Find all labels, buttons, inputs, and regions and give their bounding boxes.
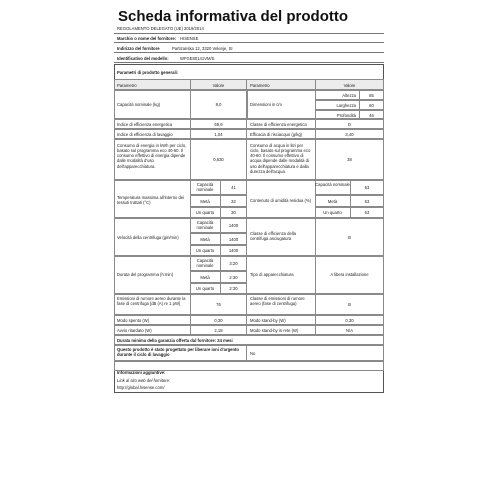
water-consumption-value: 38 xyxy=(347,157,352,162)
additional-info-heading: Informazioni aggiuntive: xyxy=(117,370,166,375)
supplier-mark-value: HISENSE xyxy=(180,35,199,41)
column-header-value: Valore xyxy=(212,82,225,88)
supplier-address-label: Indirizzo del fornitore xyxy=(117,45,160,51)
supplier-link[interactable]: http://global.hisense.com/ xyxy=(117,385,165,390)
supplier-link-label: Link al sito web del fornitore: xyxy=(117,378,171,383)
moisture-quarter-value: 53 xyxy=(364,210,370,215)
silver-ion-value: No xyxy=(250,351,256,356)
model-label: Identificativo del modello: xyxy=(117,55,169,61)
wash-index-label: Indice di efficienza di lavaggio xyxy=(117,132,173,137)
supplier-mark-label: Marchio o nome del fornitore: xyxy=(117,35,177,41)
moisture-half-value: 53 xyxy=(364,198,370,204)
divider xyxy=(114,33,384,34)
dimensions-label: Dimensioni in cm xyxy=(250,102,282,107)
moisture-label: Contenuto di umidità residua (%) xyxy=(250,198,311,203)
spin-sub-half: Metà xyxy=(200,236,210,242)
networked-standby-label: Modo stand-by in rete (W) xyxy=(250,328,299,333)
rinse-value: 3,40 xyxy=(345,132,354,137)
off-mode-label: Modo spento (W) xyxy=(117,318,150,323)
spin-quarter-value: 1400 xyxy=(228,248,239,253)
spin-speed-label: Velocità della centrifuga (giri/min) xyxy=(117,235,179,240)
moisture-nominal-value: 53 xyxy=(364,185,370,190)
temp-sub-nominal: Capacità nominale xyxy=(196,182,214,193)
rinse-label: Efficacia di risciacquo (g/kg) xyxy=(250,132,303,137)
energy-class-value: D xyxy=(347,122,352,127)
height-label: Altezza xyxy=(342,93,356,98)
temp-sub-half: Metà xyxy=(200,198,210,204)
temp-nominal-value: 41 xyxy=(231,185,236,190)
depth-value: 46 xyxy=(369,112,374,118)
guarantee-text: Durata minima della garanzia offerta dal fornitore: 24 mesi xyxy=(117,338,233,343)
duration-sub-quarter: Un quarto xyxy=(195,286,215,291)
delay-start-label: Avvio ritardato (W) xyxy=(117,328,152,333)
divider xyxy=(114,52,384,53)
width-value: 60 xyxy=(369,103,374,108)
capacity-label: Capacità nominale (kg) xyxy=(117,102,161,107)
noise-value: 76 xyxy=(216,302,221,307)
delay-start-value: 2,18 xyxy=(214,328,223,333)
page-title: Scheda informativa del prodotto xyxy=(118,8,349,25)
networked-standby-value: N/A xyxy=(346,328,353,333)
regulation-text: REGOLAMENTO DELEGATO (UE) 2019/2014 xyxy=(117,26,204,31)
duration-quarter-value: 2:30 xyxy=(229,286,238,291)
column-header-value: Valore xyxy=(343,82,356,88)
duration-sub-half: Metà xyxy=(200,274,210,280)
water-consumption-label: Consumo di acqua in litri per ciclo, basato sul programma eco 40-60. Il consumo effettivo di acqua dipende dalle modalità di uso dell'apparecchiatura e dalla durezza dell'acqua. xyxy=(250,143,311,174)
column-header-param: Parametro xyxy=(117,82,137,88)
duration-sub-nominal: Capacità nominale xyxy=(196,258,214,269)
wash-index-value: 1,04 xyxy=(214,132,223,137)
energy-consumption-value: 0,630 xyxy=(213,157,224,162)
duration-half-value: 2:30 xyxy=(229,274,238,280)
temperature-label: Temperatura massima all'interno dei tessuti trattati (°C) xyxy=(117,195,185,206)
spin-nominal-value: 1400 xyxy=(228,223,239,228)
eei-value: 69,9 xyxy=(214,122,223,127)
off-mode-value: 0,30 xyxy=(214,318,223,323)
appliance-type-label: Tipo di apparecchiatura xyxy=(250,272,294,277)
duration-label: Durata del programma (h:min) xyxy=(117,272,174,277)
silver-ion-label: Questo prodotto è stato progettato per liberare ioni d'argento durante il ciclo di lavaggio xyxy=(117,347,239,358)
noise-class-label: Classe di emissioni di rumore aereo (fase di centrifuga) xyxy=(250,296,305,307)
spin-class-label: Classe di efficienza della centrifuga asciugatura xyxy=(250,231,297,242)
depth-label: Profondità xyxy=(336,112,356,118)
standby-value: 0,30 xyxy=(345,318,354,323)
temp-sub-quarter: Un quarto xyxy=(195,210,215,215)
column-header-param: Parametro xyxy=(250,82,270,88)
spin-class-value: B xyxy=(348,235,351,240)
general-params-heading: Parametri di prodotto generali: xyxy=(117,69,179,75)
width-label: Larghezza xyxy=(336,103,356,108)
spin-half-value: 1400 xyxy=(228,236,239,242)
moisture-sub-quarter: Un quarto xyxy=(323,210,342,215)
temp-quarter-value: 30 xyxy=(231,210,236,215)
supplier-address-value: Partizanska 12, 3320 Velenje, SI xyxy=(172,45,233,51)
spin-sub-quarter: Un quarto xyxy=(195,248,215,253)
moisture-sub-nominal: Capacità nominale xyxy=(315,182,350,187)
height-value: 85 xyxy=(369,93,374,98)
divider xyxy=(114,42,384,43)
moisture-sub-half: Metà xyxy=(327,198,338,204)
appliance-type-value: A libera installazione xyxy=(330,272,369,277)
standby-label: Modo stand-by (W) xyxy=(250,318,286,323)
temp-half-value: 32 xyxy=(231,198,236,204)
noise-class-value: B xyxy=(348,302,351,307)
energy-class-label: Classe di efficienza energetica xyxy=(250,122,307,127)
spin-sub-nominal: Capacità nominale xyxy=(196,220,214,231)
divider xyxy=(114,62,384,63)
model-value: WFGE80141VM/S xyxy=(180,55,215,61)
eei-label: Indice di efficienza energetica xyxy=(117,122,173,127)
energy-consumption-label: Consumo di energia in kWh per ciclo, basato sul programma eco 40-60. Il consumo effettivo di energia dipende dalle modalità d'uso dell'apparecchiatura. xyxy=(117,143,187,169)
duration-nominal-value: 3:20 xyxy=(229,261,238,266)
capacity-value: 8,0 xyxy=(215,102,222,107)
noise-label: Emissioni di rumore aereo durante la fase di centrifuga [dB (A) re 1 pW] xyxy=(117,296,186,307)
